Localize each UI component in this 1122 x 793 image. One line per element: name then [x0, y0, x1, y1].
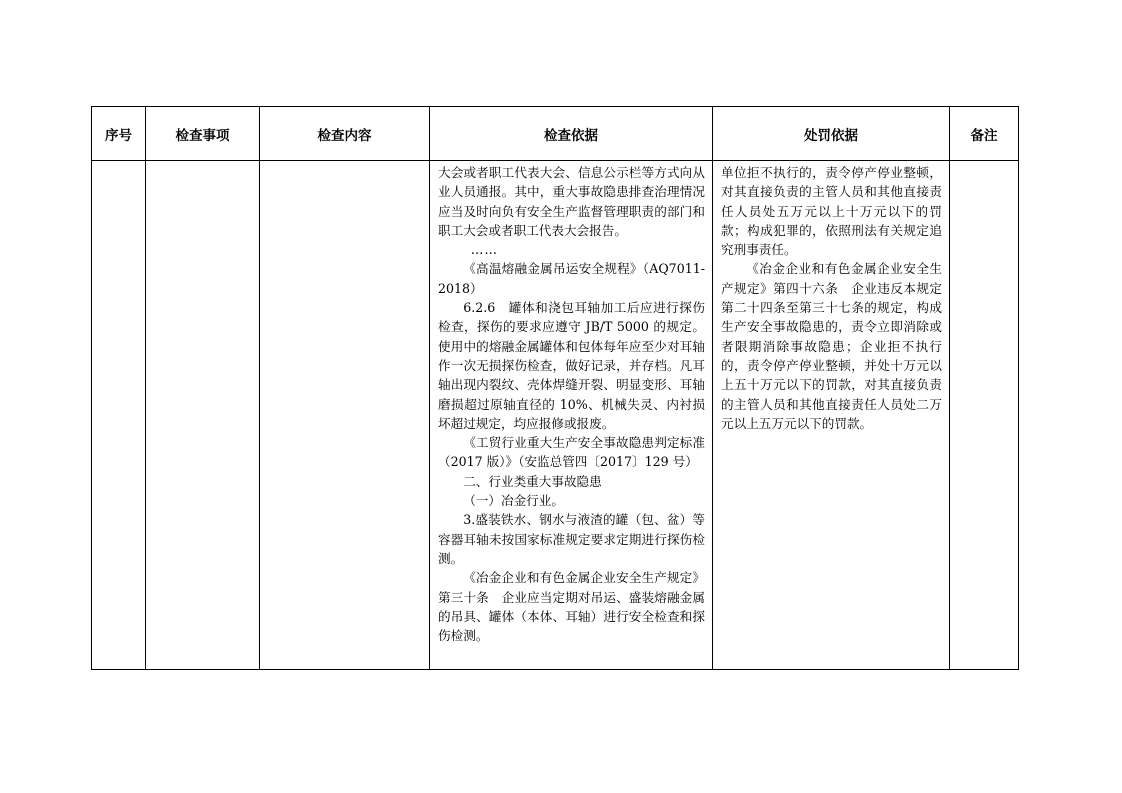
penalty-basis-text [713, 161, 949, 433]
cell-serial [92, 161, 146, 670]
cell-penalty-basis [713, 161, 950, 670]
header-serial: 序号 [92, 107, 146, 161]
inspection-table [91, 106, 1019, 670]
paragraph: 《冶金企业和有色金属企业安全生产规定》第四十六条 企业违反本规定第二十四条至第三十七条的规定，构成生产安全事故隐患的，责令立即消除或者限期消除事故隐患；企业拒不执行的，责令停产停业整顿，并处十万元以上五十万元以下的罚款，对其直接负责的主管人员和其他直接责任人员处二万元以上五万元以下的罚款。 [721, 261, 942, 431]
header-row [92, 107, 1019, 161]
paragraph: 3.盛装铁水、钢水与液渣的罐（包、盆）等容器耳轴未按国家标准规定要求定期进行探伤检测。 [438, 512, 705, 566]
paragraph: …… [470, 242, 498, 258]
paragraph: 6.2.6 罐体和浇包耳轴加工后应进行探伤检查，探伤的要求应遵守 JB/T 5000 的规定。使用中的熔融金属罐体和包体每年应至少对耳轴作一次无损探伤检查，做好记录，并存档。凡耳轴出现内裂纹、壳体焊缝开裂、明显变形、耳轴磨损超过原轴直径的 10%、机械失灵、内衬损坏超过规定，均应报修或报废。 [438, 300, 705, 431]
paragraph: （一）冶金行业。 [463, 493, 564, 509]
paragraph: 单位拒不执行的，责令停产停业整顿，对其直接负责的主管人员和其他直接责任人员处五万元以上十万元以下的罚款；构成犯罪的，依照刑法有关规定追究刑事责任。 [721, 165, 942, 258]
header-check-basis: 检查依据 [430, 107, 713, 161]
check-basis-text [430, 161, 712, 645]
cell-check-content [260, 161, 430, 670]
table-row [92, 161, 1019, 670]
header-check-item: 检查事项 [146, 107, 260, 161]
paragraph: 大会或者职工代表大会、信息公示栏等方式向从业人员通报。其中，重大事故隐患排查治理情况应当及时向负有安全生产监督管理职责的部门和职工大会或者职工代表大会报告。 [438, 165, 705, 238]
paragraph: 二、行业类重大事故隐患 [463, 473, 602, 489]
cell-check-item [146, 161, 260, 670]
header-remarks: 备注 [950, 107, 1019, 161]
paragraph: 《工贸行业重大生产安全事故隐患判定标准（2017 版）》（安监总管四〔2017〕129 号） [438, 435, 705, 470]
cell-remarks [950, 161, 1019, 670]
header-check-content: 检查内容 [260, 107, 430, 161]
paragraph: 《高温熔融金属吊运安全规程》（AQ7011-2018） [438, 261, 705, 296]
paragraph: 《冶金企业和有色金属企业安全生产规定》第三十条 企业应当定期对吊运、盛装熔融金属的吊具、罐体（本体、耳轴）进行安全检查和探伤检测。 [438, 570, 705, 644]
header-penalty-basis: 处罚依据 [713, 107, 950, 161]
cell-check-basis [430, 161, 713, 670]
